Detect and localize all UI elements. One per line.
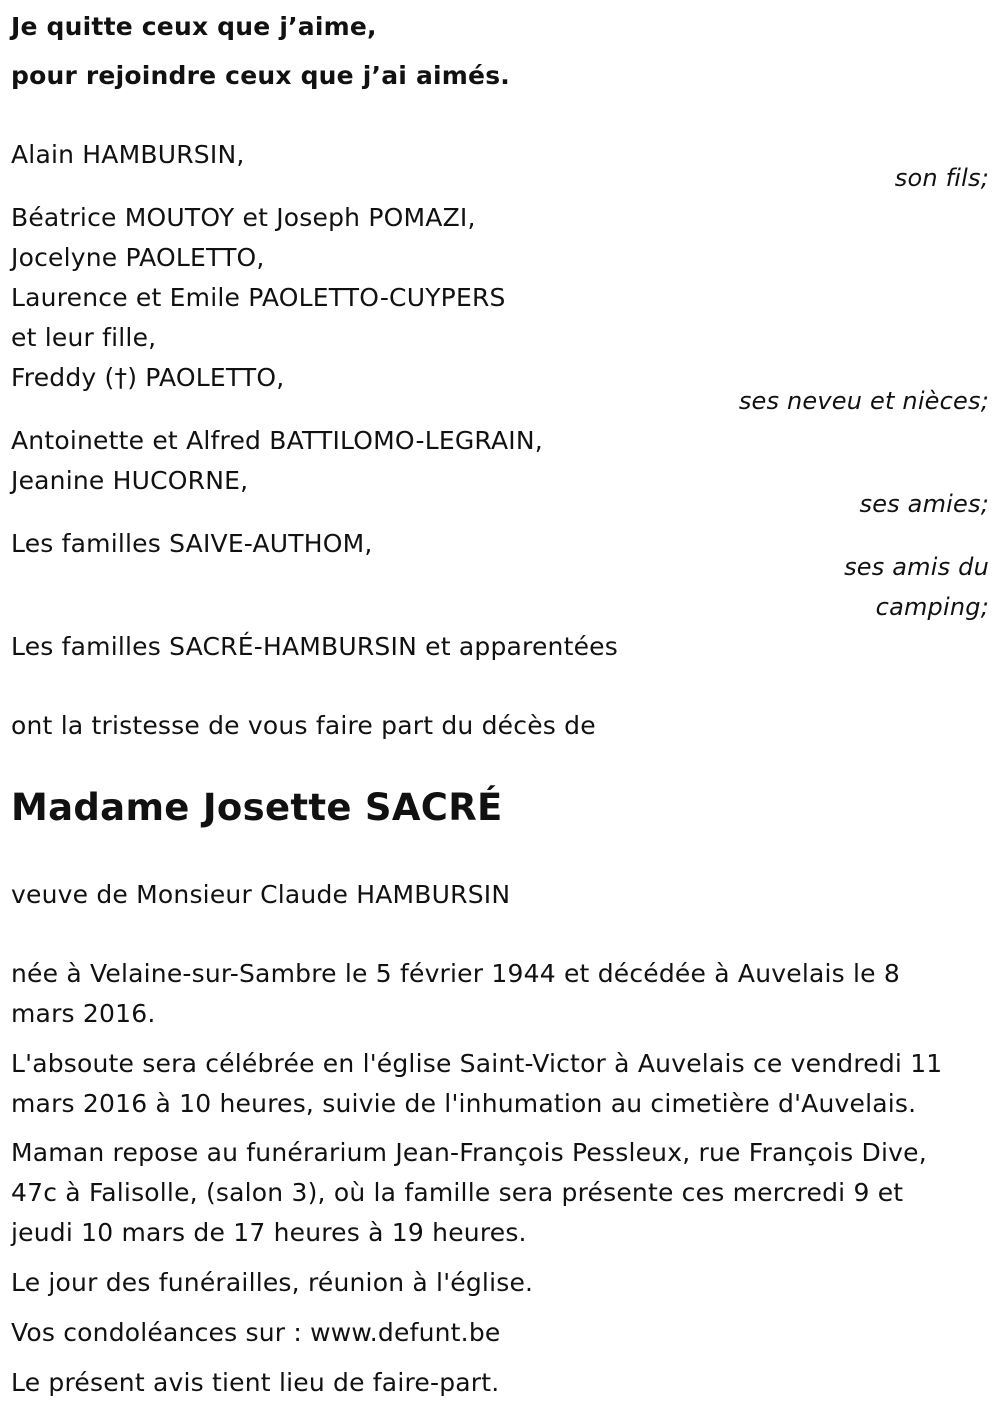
quote-line-1: Je quitte ceux que j’aime, (11, 12, 377, 41)
camping-family: Les familles SAIVE-AUTHOM, (11, 529, 373, 558)
relation-nephews: ses neveu et nièces; (738, 387, 989, 415)
nephew-3: Laurence et Emile PAOLETTO-CUYPERS (11, 283, 506, 312)
relation-son: son fils; (894, 164, 989, 192)
widow-of: veuve de Monsieur Claude HAMBURSIN (11, 880, 511, 909)
quote-line-2: pour rejoindre ceux que j’ai aimés. (11, 61, 510, 90)
relation-camping-1: ses amis du (844, 553, 989, 581)
friend-1: Antoinette et Alfred BATTILOMO-LEGRAIN, (11, 426, 543, 455)
nephew-1: Béatrice MOUTOY et Joseph POMAZI, (11, 203, 476, 232)
nephew-5: Freddy (†) PAOLETTO, (11, 363, 285, 392)
friend-2: Jeanine HUCORNE, (11, 466, 249, 495)
meeting-line: Le jour des funérailles, réunion à l'église. (11, 1268, 534, 1297)
deceased-name: Madame Josette SACRÉ (11, 786, 503, 829)
notice-line: Le présent avis tient lieu de faire-part. (11, 1368, 500, 1397)
family-son: Alain HAMBURSIN, (11, 140, 245, 169)
condolences-line: Vos condoléances sur : www.defunt.be (11, 1318, 501, 1347)
rest-line-2: 47c à Falisolle, (salon 3), où la famille sera présente ces mercredi 9 et (11, 1178, 904, 1207)
announcement: ont la tristesse de vous faire part du décès de (11, 711, 596, 740)
nephew-4: et leur fille, (11, 323, 157, 352)
rest-line-1: Maman repose au funérarium Jean-François Pessleux, rue François Dive, (11, 1138, 927, 1167)
nephew-2: Jocelyne PAOLETTO, (11, 243, 265, 272)
rest-line-3: jeudi 10 mars de 17 heures à 19 heures. (11, 1218, 527, 1247)
relation-friends: ses amies; (859, 490, 989, 518)
birth-line-2: mars 2016. (11, 999, 156, 1028)
ceremony-line-2: mars 2016 à 10 heures, suivie de l'inhumation au cimetière d'Auvelais. (11, 1089, 917, 1118)
relation-camping-2: camping; (875, 593, 989, 621)
families-line: Les familles SACRÉ-HAMBURSIN et apparentées (11, 632, 618, 661)
ceremony-line-1: L'absoute sera célébrée en l'église Saint-Victor à Auvelais ce vendredi 11 (11, 1049, 943, 1078)
birth-line-1: née à Velaine-sur-Sambre le 5 février 1944 et décédée à Auvelais le 8 (11, 959, 900, 988)
